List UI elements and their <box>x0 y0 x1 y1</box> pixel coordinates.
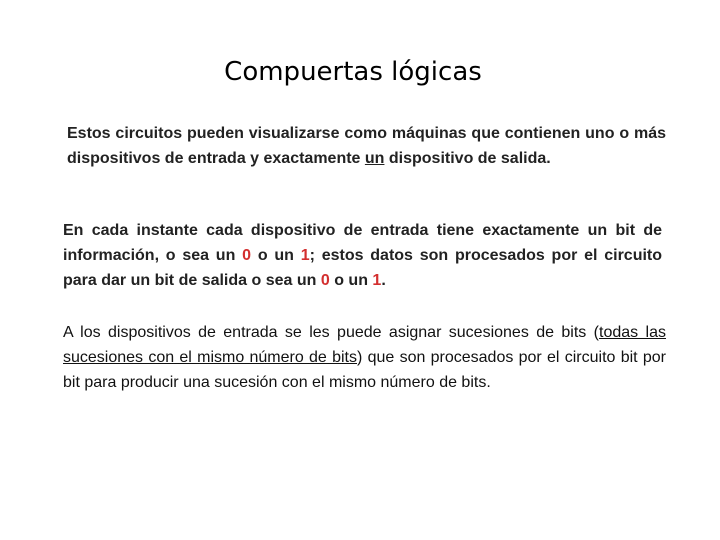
paragraph-circuits-definition <box>67 121 666 171</box>
p3-text-b: ) que son procesados por el circuito bit por bit para producir una sucesión con el mismo número de bits. <box>63 349 666 391</box>
paragraph-bit-information <box>63 218 662 293</box>
p1-underlined-un: un <box>364 150 385 167</box>
paragraph-bit-sequences <box>63 320 666 395</box>
p1-text-b: dispositivo de salida. <box>384 150 551 167</box>
p2-red-zero-2: 0 <box>320 272 330 289</box>
p3-text-a: A los dispositivos de entrada se les puede asignar sucesiones de bits ( <box>63 324 600 341</box>
p2-text-a: En cada instante cada dispositivo de entrada tiene exactamente un bit de información, o sea un <box>63 222 662 264</box>
p2-text-c: ; estos datos son procesados por el circuito para dar un bit de salida o sea un <box>63 247 663 289</box>
p2-red-one-1: 1 <box>300 247 310 264</box>
p3-underlined-sequences: todas las sucesiones con el mismo número de bits <box>63 324 666 366</box>
p2-red-one-2: 1 <box>372 272 382 289</box>
p2-red-zero-1: 0 <box>242 247 252 264</box>
p2-text-b: o un <box>251 247 301 264</box>
p2-text-d: o un <box>329 272 373 289</box>
p2-text-e: . <box>381 272 386 289</box>
p1-text-a: Estos circuitos pueden visualizarse como máquinas que contienen uno o más dispositivos de entrada y exactamente <box>67 125 666 167</box>
slide-title: Compuertas lógicas <box>224 57 482 87</box>
